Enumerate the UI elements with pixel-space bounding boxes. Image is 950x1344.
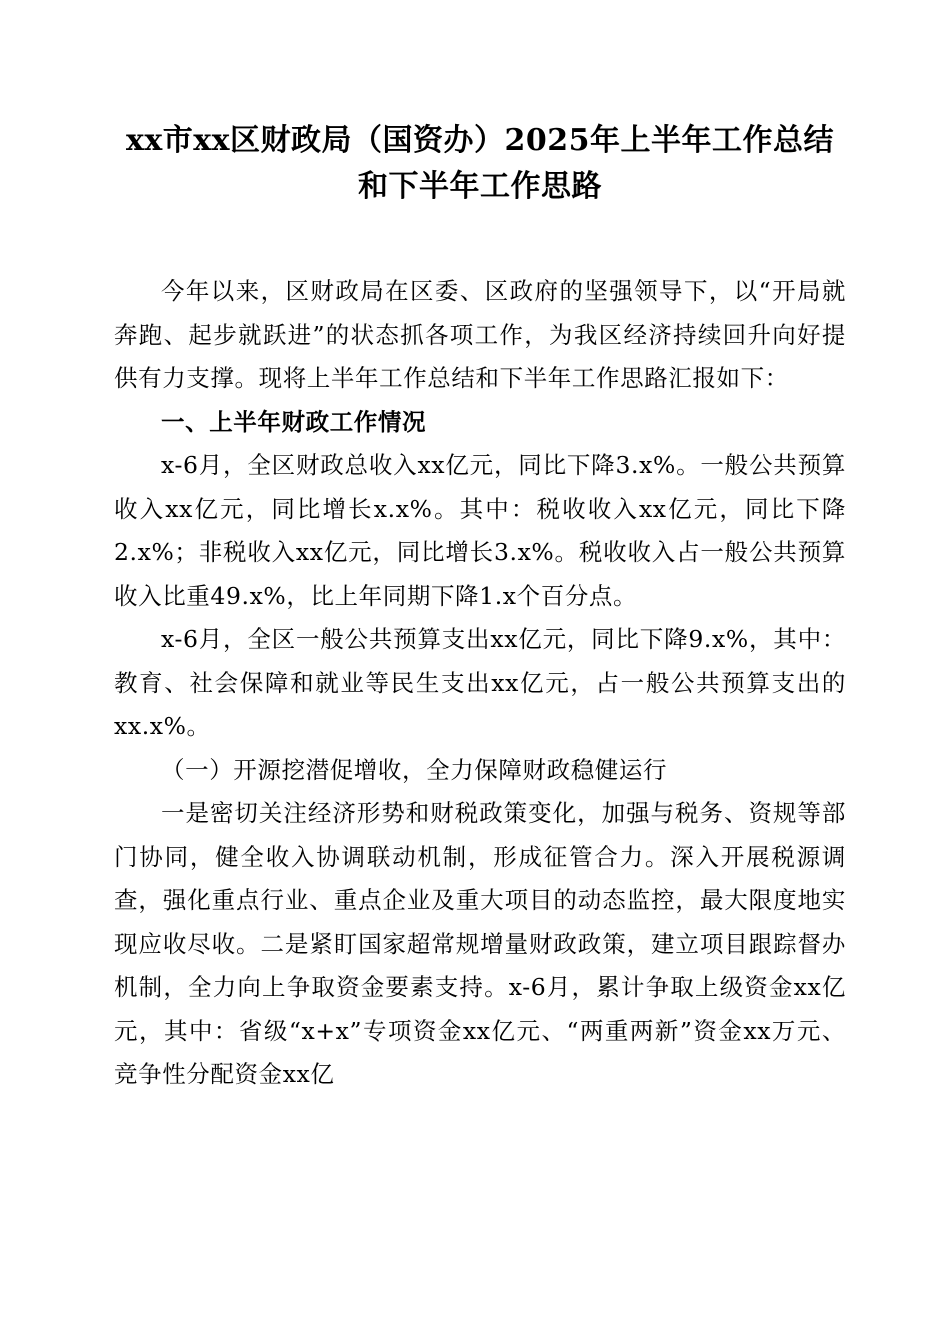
subsection-heading-1: （一）开源挖潜促增收，全力保障财政稳健运行: [161, 755, 668, 784]
paragraph-intro: 今年以来，区财政局在区委、区政府的坚强领导下，以“开局就奔跑、起步就跃进”的状态抓各项工作，为我区经济持续回升向好提供有力支撑。现将上半年工作总结和下半年工作思路汇报如下：: [114, 277, 846, 392]
section-heading-1: 一、上半年财政工作情况: [161, 407, 427, 436]
paragraph-revenue: x-6月，全区财政总收入xx亿元，同比下降3.x%。一般公共预算收入xx亿元，同比增长x.x%。其中：税收收入xx亿元，同比下降2.x%；非税收入xx亿元，同比增长3.x%。税收收入占一般公共预算收入比重49.x%，比上年同期下降1.x个百分点。: [114, 451, 846, 610]
paragraph-measures: 一是密切关注经济形势和财税政策变化，加强与税务、资规等部门协同，健全收入协调联动机制，形成征管合力。深入开展税源调查，强化重点行业、重点企业及重大项目的动态监控，最大限度地实现应收尽收。二是紧盯国家超常规增量财政政策，建立项目跟踪督办机制，全力向上争取资金要素支持。x-6月，累计争取上级资金xx亿元，其中：省级“x+x”专项资金xx亿元、“两重两新”资金xx万元、竞争性分配资金xx亿: [114, 799, 846, 1088]
paragraph-expenditure: x-6月，全区一般公共预算支出xx亿元，同比下降9.x%，其中：教育、社会保障和就业等民生支出xx亿元，占一般公共预算支出的xx.x%。: [114, 625, 846, 740]
title-spacer: [114, 218, 846, 270]
document-body: [114, 270, 846, 1097]
page-title: xx市xx区财政局（国资办）2025年上半年工作总结和下半年工作思路: [125, 123, 835, 204]
